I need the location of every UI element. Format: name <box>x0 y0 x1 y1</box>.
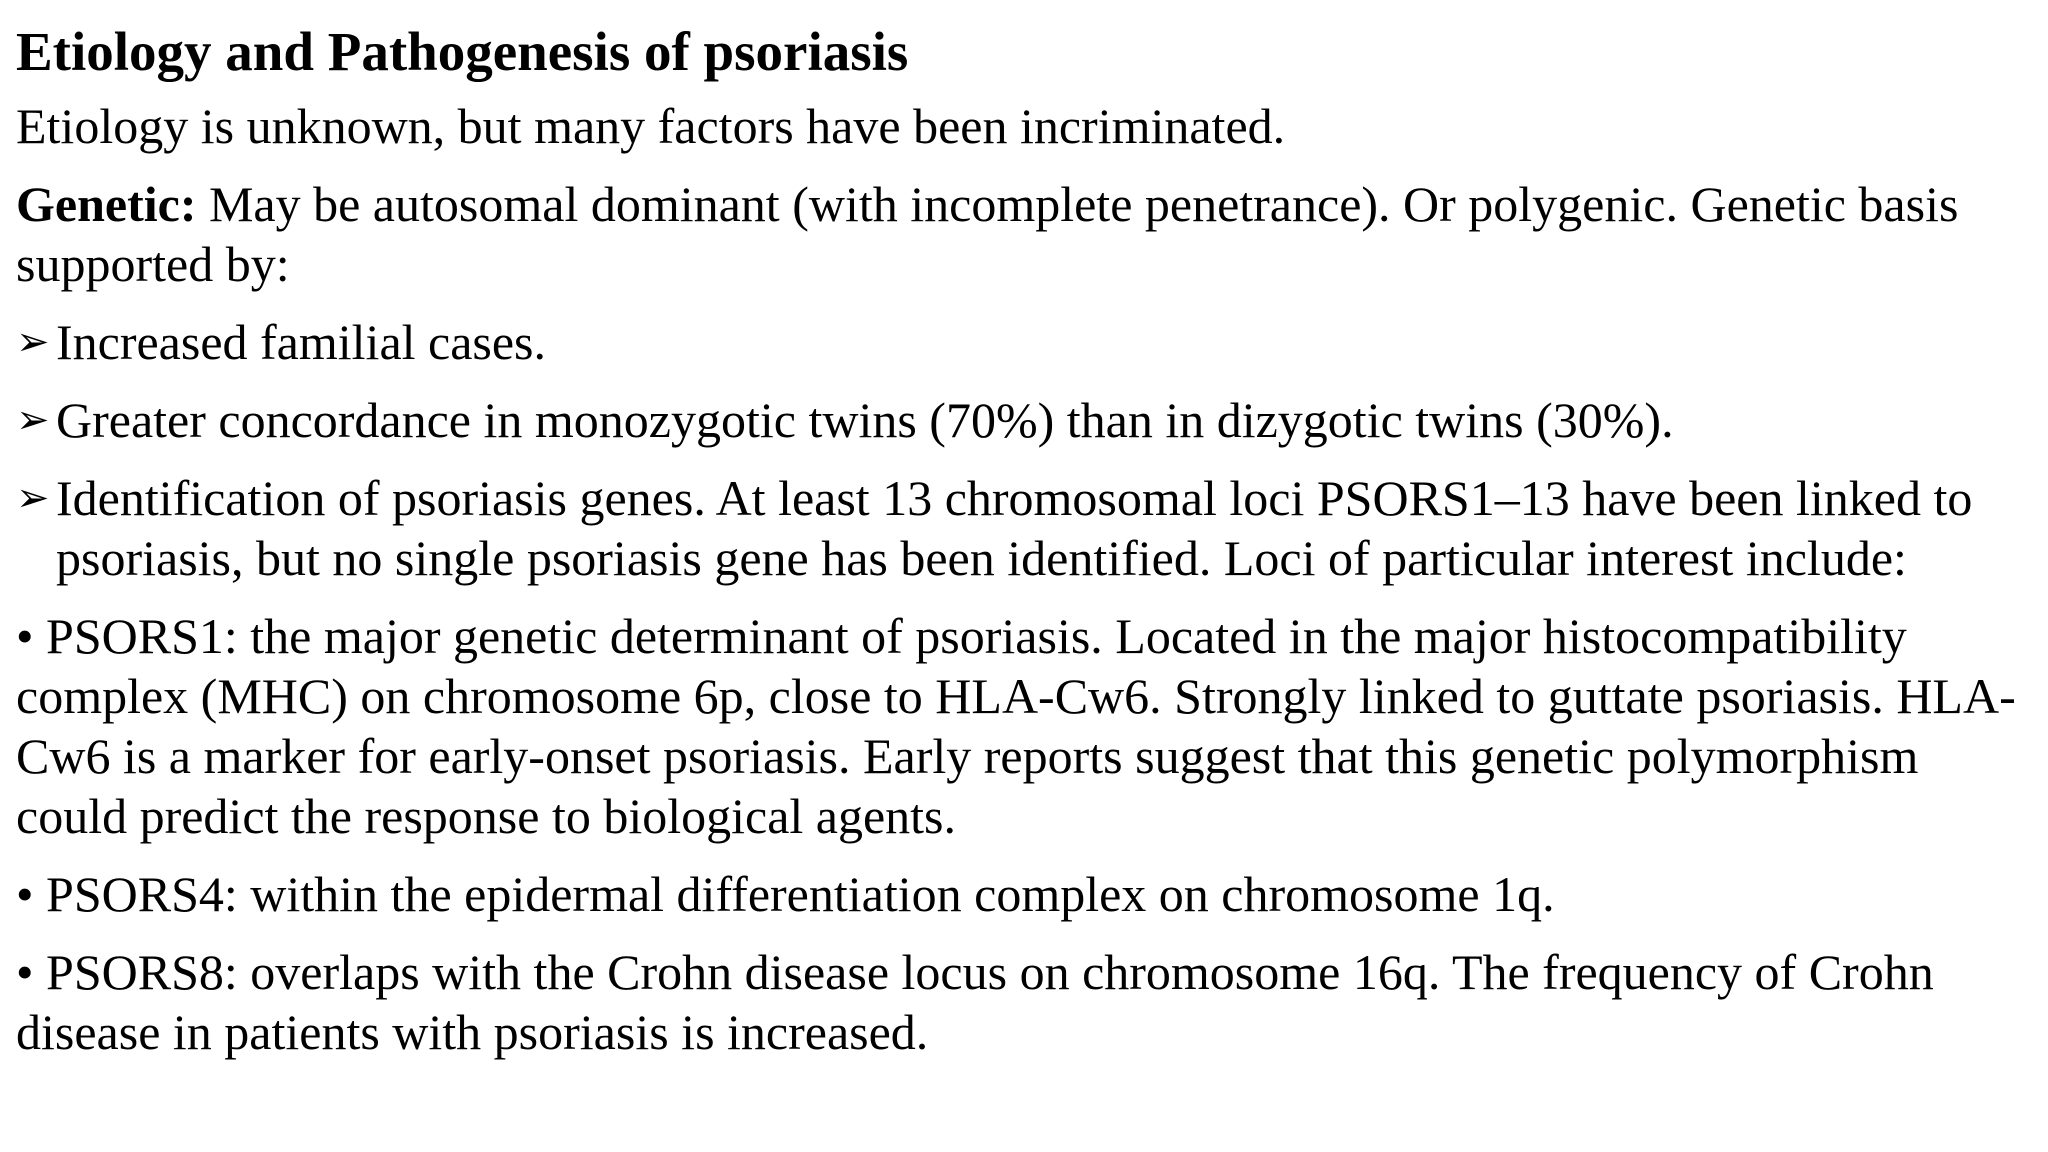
genetic-paragraph <box>16 174 2036 294</box>
arrow-list-item <box>16 312 2036 372</box>
bullet-list-item-psors8: • PSORS8: overlaps with the Crohn disease locus on chromosome 16q. The frequency of Crohn disease in patients with psoriasis is increased. <box>16 944 1934 1060</box>
bullet-list-item-psors4: • PSORS4: within the epidermal differentiation complex on chromosome 1q. <box>16 866 1555 922</box>
intro-paragraph: Etiology is unknown, but many factors have been incriminated. <box>16 98 1286 154</box>
genetic-text: May be autosomal dominant (with incomplete penetrance). Or polygenic. Genetic basis supported by: <box>16 176 1959 292</box>
document-page <box>16 18 2036 1080</box>
arrow-list-item <box>16 390 2036 450</box>
arrow-bullet-icon: ➢ <box>16 319 50 365</box>
arrow-item-text: Identification of psoriasis genes. At least 13 chromosomal loci PSORS1–13 have been linked to psoriasis, but no single psoriasis gene has been identified. Loci of particular interest include: <box>56 470 1973 586</box>
page-title: Etiology and Pathogenesis of psoriasis <box>16 21 909 82</box>
bullet-list-item-psors1: • PSORS1: the major genetic determinant of psoriasis. Located in the major histocompatibility complex (MHC) on chromosome 6p, close to HLA-Cw6. Strongly linked to guttate psoriasis. HLA-Cw6 is a marker for early-onset psoriasis. Early reports suggest that this genetic polymorphism could predict the response to biological agents. <box>16 608 2016 844</box>
arrow-bullet-icon: ➢ <box>16 475 50 521</box>
genetic-label: Genetic: <box>16 176 197 232</box>
arrow-bullet-icon: ➢ <box>16 397 50 443</box>
arrow-item-text: Greater concordance in monozygotic twins (70%) than in dizygotic twins (30%). <box>56 392 1674 448</box>
arrow-list-item <box>16 468 2036 588</box>
arrow-item-text: Increased familial cases. <box>56 314 547 370</box>
